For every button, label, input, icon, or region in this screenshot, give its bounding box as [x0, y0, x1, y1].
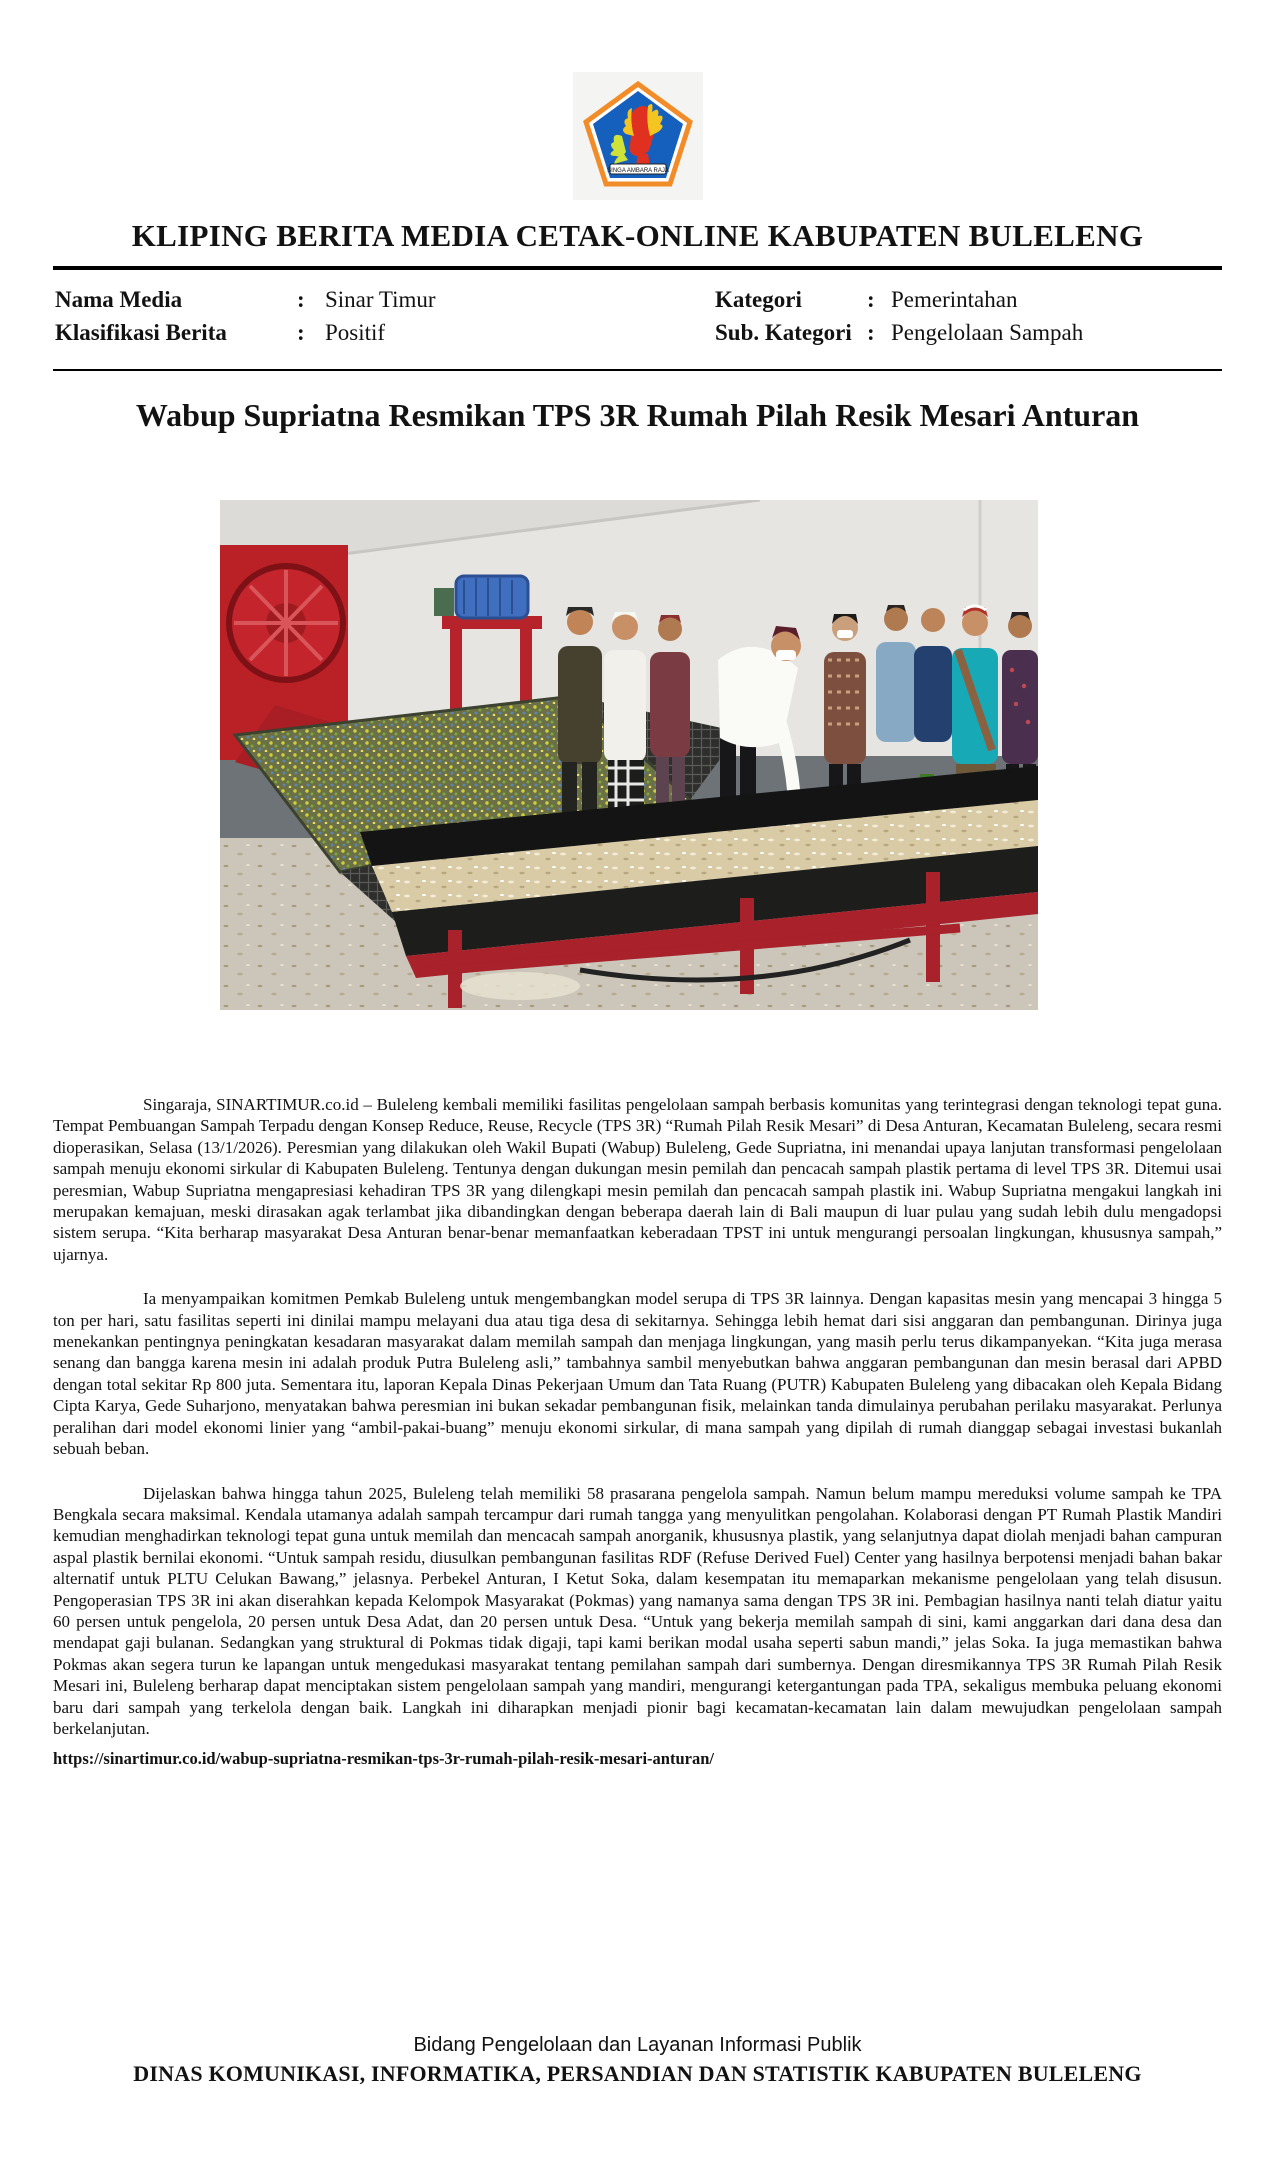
meta-label: Sub. Kategori	[715, 320, 852, 345]
page-footer	[0, 2034, 1275, 2087]
meta-value: Sinar Timur	[325, 287, 436, 312]
meta-label: Kategori	[715, 287, 802, 312]
meta-colon: :	[297, 287, 305, 312]
meta-row-klasifikasi	[55, 320, 715, 346]
article-paragraph: Dijelaskan bahwa hingga tahun 2025, Buleleng telah memiliki 58 prasarana pengelola sampah. Namun belum mampu mereduksi volume sampah ke TPA Bengkala secara maksimal. Kendala utamanya adalah sampah tercampur dari rumah tangga yang menyulitkan pengolahan. Kolaborasi dengan PT Rumah Plastik Mandiri kemudian menghadirkan teknologi tepat guna untuk memilah dan mencacah sampah anorganik, khususnya plastik, yang selanjutnya dapat diolah menjadi bahan campuran aspal plastik bernilai ekonomi. “Untuk sampah residu, diusulkan pembangunan fasilitas RDF (Refuse Derived Fuel) Center yang hasilnya berpotensi menjadi bahan bakar alternatif untuk PLTU Celukan Bawang,” jelasnya. Perbekel Anturan, I Ketut Soka, dalam kesempatan itu memaparkan mekanisme pengelolaan yang telah disusun. Pengoperasian TPS 3R ini akan diserahkan kepada Kelompok Masyarakat (Pokmas) yang namanya sama dengan TPS 3R ini. Pembagian hasilnya nanti telah diatur yaitu 60 persen untuk pengelola, 20 persen untuk Desa Adat, dan 20 persen untuk Desa. “Untuk yang bekerja memilah sampah di sini, kami anggarkan dari dana desa dan mendapat gaji bulanan. Sedangkan yang struktural di Pokmas tidak digaji, tapi kami berikan modal usaha seperti sabun mandi,” jelas Soka. Ia juga memastikan bahwa Pokmas akan segera turun ke lapangan untuk mengedukasi masyarakat tentang pemilahan sampah dari sumbernya. Dengan diresmikannya TPS 3R Rumah Pilah Resik Mesari ini, Buleleng berharap dapat menciptakan sistem pengelolaan sampah yang mandiri, mengurangi ketergantungan pada TPA, sekaligus membuka peluang ekonomi baru dari sampah yang terkelola dengan baik. Langkah ini diharapkan menjadi pionir bagi kecamatan-kecamatan lain dalam mewujudkan pengelolaan sampah berkelanjutan.	[53, 1483, 1222, 1738]
buleleng-crest-logo	[573, 72, 703, 200]
meta-label: Klasifikasi Berita	[55, 320, 227, 345]
article-photo	[220, 500, 1038, 1010]
meta-value: Pemerintahan	[891, 287, 1018, 312]
meta-value: Positif	[325, 320, 386, 345]
meta-row-nama-media	[55, 287, 715, 313]
meta-colon: :	[867, 320, 875, 345]
page	[0, 72, 1275, 1769]
meta-colon: :	[867, 287, 875, 312]
footer-division: Bidang Pengelolaan dan Layanan Informasi Publik	[413, 2034, 862, 2056]
article-paragraph: Singaraja, SINARTIMUR.co.id – Buleleng kembali memiliki fasilitas pengelolaan sampah berbasis komunitas yang terintegrasi dengan teknologi tepat guna. Tempat Pembuangan Sampah Terpadu dengan Konsep Reduce, Reuse, Recycle (TPS 3R) “Rumah Pilah Resik Mesari” di Desa Anturan, Kecamatan Buleleng, secara resmi dioperasikan, Selasa (13/1/2026). Peresmian yang dilakukan oleh Wakil Bupati (Wabup) Buleleng, Gede Supriatna, ini menandai upaya lanjutan transformasi pengelolaan sampah menuju ekonomi sirkular di Kabupaten Buleleng. Tentunya dengan dukungan mesin pemilah dan pencacah sampah plastik pertama di level TPS 3R. Ditemui usai peresmian, Wabup Supriatna mengapresiasi kehadiran TPS 3R yang dilengkapi mesin pemilah dan pencacah sampah plastik ini. Wabup Supriatna mengakui langkah ini merupakan kemajuan, meski dirasakan agak terlambat jika dibandingkan dengan beberapa daerah lain di Bali maupun di luar pulau yang sudah lebih dulu mengadopsi sistem serupa. “Kita berharap masyarakat Desa Anturan benar-benar memanfaatkan keberadaan TPST ini untuk mengurangi persoalan lingkungan, khususnya sampah,” ujarnya.	[53, 1095, 1222, 1264]
meta-column-left	[55, 280, 715, 353]
pentagon-crest-icon	[582, 80, 694, 192]
meta-value: Pengelolaan Sampah	[891, 320, 1084, 345]
article-source-url[interactable]: https://sinartimur.co.id/wabup-supriatna-resmikan-tps-3r-rumah-pilah-resik-mesari-anturan/	[53, 1749, 714, 1769]
meta-row-kategori	[715, 287, 1220, 313]
meta-column-right	[715, 280, 1220, 353]
footer-agency: DINAS KOMUNIKASI, INFORMATIKA, PERSANDIAN DAN STATISTIK KABUPATEN BULELENG	[133, 2061, 1142, 2086]
meta-row-sub-kategori	[715, 320, 1220, 346]
logo-banner	[607, 164, 669, 174]
meta-table	[53, 270, 1222, 369]
svg-text:SINGA AMBARA RAJA: SINGA AMBARA RAJA	[606, 168, 669, 174]
meta-label: Nama Media	[55, 287, 183, 312]
article-body	[53, 1094, 1222, 1739]
article-paragraph: Ia menyampaikan komitmen Pemkab Buleleng untuk mengembangkan model serupa di TPS 3R lainnya. Dengan kapasitas mesin yang mencapai 3 hingga 5 ton per hari, satu fasilitas seperti ini dinilai mampu melayani dua atau tiga desa di sekitarnya. Sehingga lebih hemat dari sisi anggaran dan pembangunan. Dirinya juga menekankan pentingnya peningkatan kesadaran masyarakat dalam memilah sampah dan menjaga lingkungan, yang masih perlu terus dikampanyekan. “Kita juga merasa senang dan bangga karena mesin ini adalah produk Putra Buleleng asli,” tambahnya sambil menyebutkan bahwa anggaran pembangunan dan mesin berasal dari APBD dengan total sekitar Rp 800 juta. Sementara itu, laporan Kepala Dinas Pekerjaan Umum dan Tata Ruang (PUTR) Kabupaten Buleleng yang dibacakan oleh Kepala Bidang Cipta Karya, Gede Suharjono, menyatakan bahwa peresmian ini bukan sekadar pembangunan fisik, melainkan tanda dimulainya perubahan perilaku masyarakat. Perlunya peralihan dari model ekonomi linier yang “ambil-pakai-buang” menuju ekonomi sirkular, di mana sampah yang dipilah di rumah dianggap sebagai investasi bukanlah sebuah beban.	[53, 1289, 1222, 1459]
divider-thin	[53, 369, 1222, 371]
document-title: KLIPING BERITA MEDIA CETAK-ONLINE KABUPATEN BULELENG	[131, 218, 1144, 253]
meta-colon: :	[297, 320, 305, 345]
article-headline: Wabup Supriatna Resmikan TPS 3R Rumah Pilah Resik Mesari Anturan	[135, 397, 1140, 433]
